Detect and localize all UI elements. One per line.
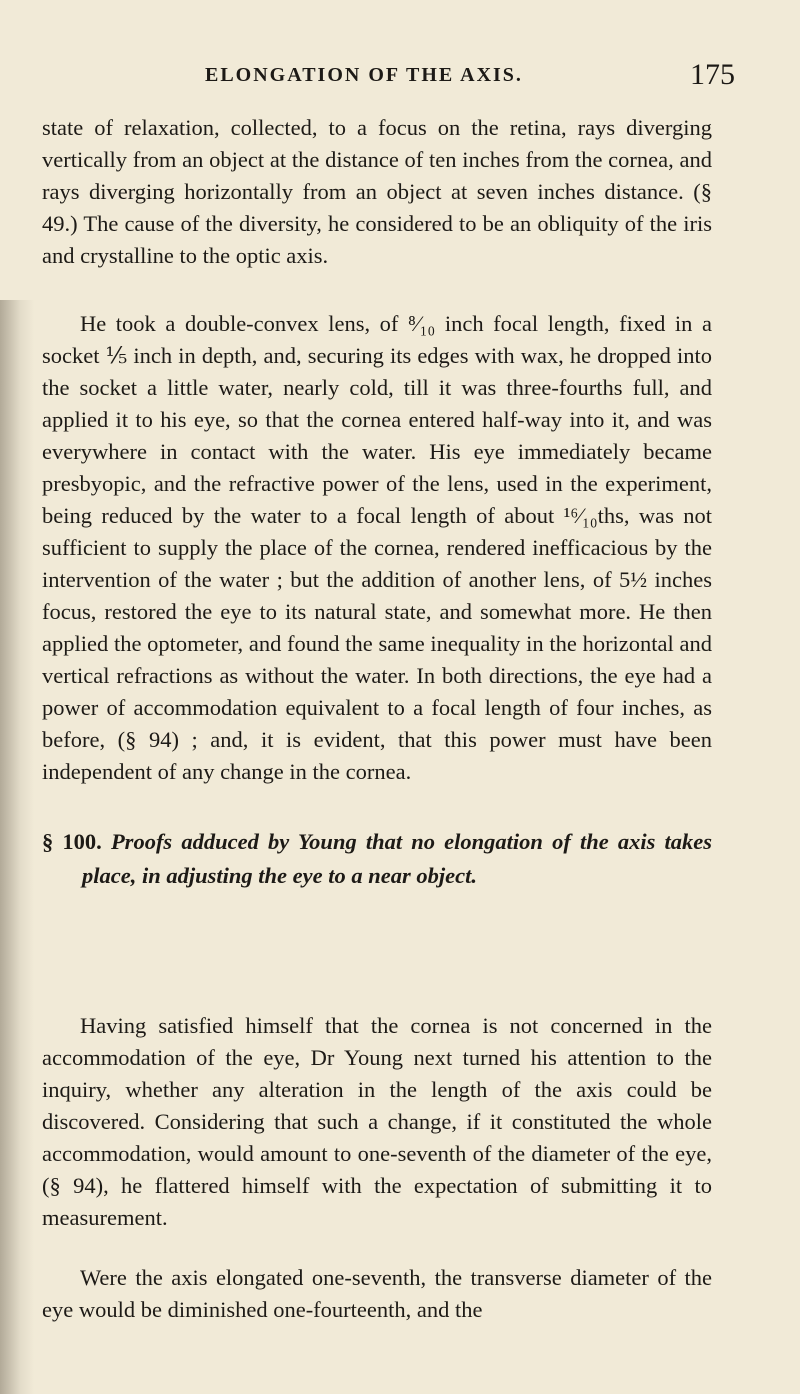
binding-shadow bbox=[0, 300, 34, 1394]
section-heading bbox=[42, 825, 712, 893]
paragraph-1 bbox=[42, 112, 712, 272]
running-title: ELONGATION OF THE AXIS. bbox=[205, 64, 523, 86]
section-title: Proofs adduced by Young that no elongation of the axis takes place, in adjusting the eye to a near object. bbox=[82, 829, 713, 888]
page-header bbox=[205, 58, 735, 98]
paragraph-4 bbox=[42, 1262, 712, 1326]
section-number: § 100. bbox=[42, 829, 102, 854]
paragraph-2 bbox=[42, 308, 712, 788]
paragraph-3-text: Having satisfied himself that the cornea is not concerned in the accommodation of the eye, Dr Young next turned his attention to the inquiry, whether any alteration in the length of the axis could be discovered. Considering that such a change, if it constituted the whole accommodation, would amount to one-seventh of the diameter of the eye, (§ 94), he flattered himself with the expectation of submitting it to measurement. bbox=[42, 1013, 712, 1230]
page-number: 175 bbox=[690, 58, 735, 91]
paragraph-2-text: He took a double-convex lens, of ⁸⁄₁₀ inch focal length, fixed in a socket ⅕ inch in depth, and, securing its edges with wax, he dropped into the socket a little water, nearly cold, till it was three-fourths full, and applied it to his eye, so that the cornea entered half-way into it, and was everywhere in contact with the water. His eye immediately became presbyopic, and the refractive power of the lens, used in the experiment, being reduced by the water to a focal length of about ¹⁶⁄₁₀ths, was not sufficient to supply the place of the cornea, rendered inefficacious by the intervention of the water ; but the addition of another lens, of 5½ inches focus, restored the eye to its natural state, and somewhat more. He then applied the optometer, and found the same inequality in the horizontal and vertical refractions as without the water. In both directions, the eye had a power of accommodation equivalent to a focal length of four inches, as before, (§ 94) ; and, it is evident, that this power must have been independent of any change in the cornea. bbox=[42, 311, 712, 784]
paragraph-4-text: Were the axis elongated one-seventh, the transverse diameter of the eye would be diminished one-fourteenth, and the bbox=[42, 1265, 712, 1322]
paragraph-3 bbox=[42, 1010, 712, 1234]
paragraph-1-text: state of relaxation, collected, to a focus on the retina, rays diverging vertically from an object at the distance of ten inches from the cornea, and rays diverging horizontally from an object at seven inches distance. (§ 49.) The cause of the diversity, he considered to be an obliquity of the iris and crystalline to the optic axis. bbox=[42, 115, 712, 268]
